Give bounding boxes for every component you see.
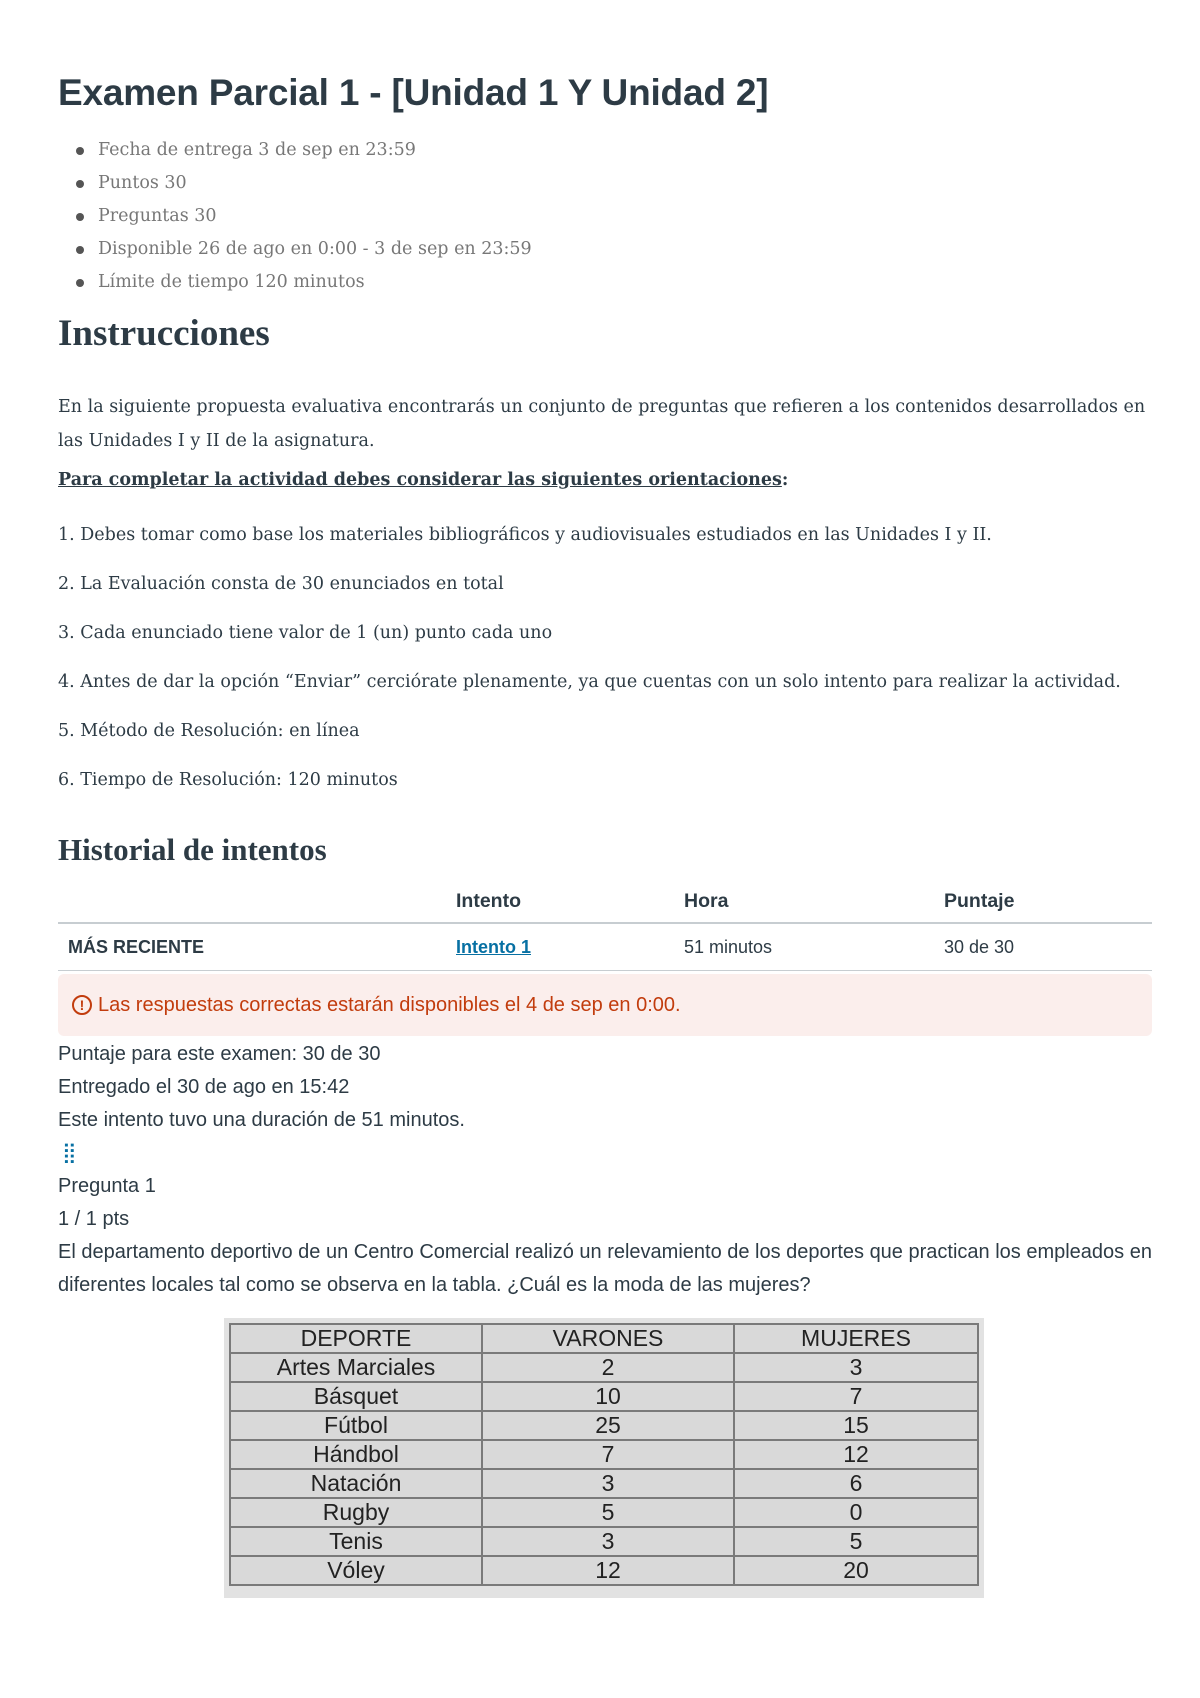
- attempt-1-link[interactable]: Intento 1: [456, 936, 531, 957]
- orientations-colon: :: [781, 470, 789, 490]
- men-count: 25: [482, 1411, 734, 1440]
- table-row: [230, 1498, 978, 1527]
- orientation-item: 1. Debes tomar como base los materiales bibliográficos y audiovisuales estudiados en las Unidades I y II.: [58, 525, 992, 545]
- history-heading: Historial de intentos: [58, 832, 327, 867]
- drag-handle-icon[interactable]: ⣿: [62, 1142, 75, 1164]
- submitted-at: Entregado el 30 de ago en 15:42: [58, 1076, 350, 1098]
- orientation-item: 5. Método de Resolución: en línea: [58, 721, 360, 741]
- table-row: [230, 1469, 978, 1498]
- men-count: 5: [482, 1498, 734, 1527]
- women-count: 3: [734, 1353, 978, 1382]
- question-text: El departamento deportivo de un Centro Comercial realizó un relevamiento de los deportes que practican los empleados en diferentes locales tal como se observa en la tabla. ¿Cuál es la moda de las mujeres?: [58, 1241, 1152, 1296]
- women-count: 20: [734, 1556, 978, 1585]
- men-count: 7: [482, 1440, 734, 1469]
- orientations-list: [58, 518, 1121, 812]
- sport-name: Rugby: [230, 1498, 482, 1527]
- table-header-row: [58, 880, 1152, 923]
- attempt-history-table: [58, 880, 1152, 971]
- question-label: Pregunta 1: [58, 1175, 156, 1197]
- women-count: 0: [734, 1498, 978, 1527]
- recent-label: MÁS RECIENTE: [58, 923, 456, 971]
- question-count: Preguntas 30: [98, 200, 532, 233]
- orientations-heading: [58, 470, 788, 490]
- availability: Disponible 26 de ago en 0:00 - 3 de sep en 23:59: [98, 233, 532, 266]
- column-header-attempt: Intento: [456, 880, 684, 923]
- question-points: 1 / 1 pts: [58, 1208, 130, 1230]
- table-header-row: [230, 1324, 978, 1353]
- table-row: [230, 1527, 978, 1556]
- column-header-time: Hora: [684, 880, 944, 923]
- attempt-duration: Este intento tuvo una duración de 51 minutos.: [58, 1109, 465, 1131]
- women-count: 7: [734, 1382, 978, 1411]
- points: Puntos 30: [98, 167, 532, 200]
- instructions-intro: En la siguiente propuesta evaluativa encontrarás un conjunto de preguntas que refieren a los contenidos desarrollados en las Unidades I y II de la asignatura.: [58, 397, 1146, 451]
- table-row: [230, 1411, 978, 1440]
- orientation-item: 2. La Evaluación consta de 30 enunciados en total: [58, 574, 504, 594]
- alert-text: Las respuestas correctas estarán disponibles el 4 de sep en 0:00.: [98, 993, 681, 1016]
- sport-name: Tenis: [230, 1527, 482, 1556]
- instructions-heading: Instrucciones: [58, 313, 270, 354]
- page-title: Examen Parcial 1 - [Unidad 1 Y Unidad 2]: [58, 72, 769, 113]
- time-limit: Límite de tiempo 120 minutos: [98, 266, 532, 299]
- women-count: 12: [734, 1440, 978, 1469]
- orientation-item: 6. Tiempo de Resolución: 120 minutos: [58, 770, 398, 790]
- table-row: [58, 923, 1152, 971]
- attempt-time: 51 minutos: [684, 923, 944, 971]
- sport-name: Hándbol: [230, 1440, 482, 1469]
- attempt-summary: [58, 1038, 465, 1137]
- women-count: 6: [734, 1469, 978, 1498]
- sport-name: Natación: [230, 1469, 482, 1498]
- header-men: VARONES: [482, 1324, 734, 1353]
- sport-name: Artes Marciales: [230, 1353, 482, 1382]
- table-row: [230, 1556, 978, 1585]
- orientation-item: 3. Cada enunciado tiene valor de 1 (un) punto cada uno: [58, 623, 553, 643]
- attempt-score: 30 de 30: [944, 923, 1152, 971]
- exam-score: Puntaje para este examen: 30 de 30: [58, 1043, 381, 1065]
- men-count: 12: [482, 1556, 734, 1585]
- sport-name: Fútbol: [230, 1411, 482, 1440]
- men-count: 3: [482, 1527, 734, 1556]
- table-row: [230, 1382, 978, 1411]
- answers-availability-alert: [58, 974, 1152, 1036]
- men-count: 10: [482, 1382, 734, 1411]
- column-header-blank: [58, 880, 456, 923]
- column-header-score: Puntaje: [944, 880, 1152, 923]
- men-count: 3: [482, 1469, 734, 1498]
- quiz-details-list: [58, 134, 532, 299]
- header-women: MUJERES: [734, 1324, 978, 1353]
- women-count: 15: [734, 1411, 978, 1440]
- header-sport: DEPORTE: [230, 1324, 482, 1353]
- sports-table: [229, 1323, 979, 1586]
- question-header: [58, 1170, 156, 1236]
- sport-name: Vóley: [230, 1556, 482, 1585]
- sport-name: Básquet: [230, 1382, 482, 1411]
- due-date: Fecha de entrega 3 de sep en 23:59: [98, 134, 532, 167]
- men-count: 2: [482, 1353, 734, 1382]
- orientations-heading-text: Para completar la actividad debes considerar las siguientes orientaciones: [58, 470, 782, 490]
- sports-table-image: [224, 1318, 984, 1598]
- table-row: [230, 1440, 978, 1469]
- table-row: [230, 1353, 978, 1382]
- orientation-item: 4. Antes de dar la opción “Enviar” cerciórate plenamente, ya que cuentas con un solo intento para realizar la actividad.: [58, 672, 1121, 692]
- warning-icon: !: [72, 995, 92, 1015]
- women-count: 5: [734, 1527, 978, 1556]
